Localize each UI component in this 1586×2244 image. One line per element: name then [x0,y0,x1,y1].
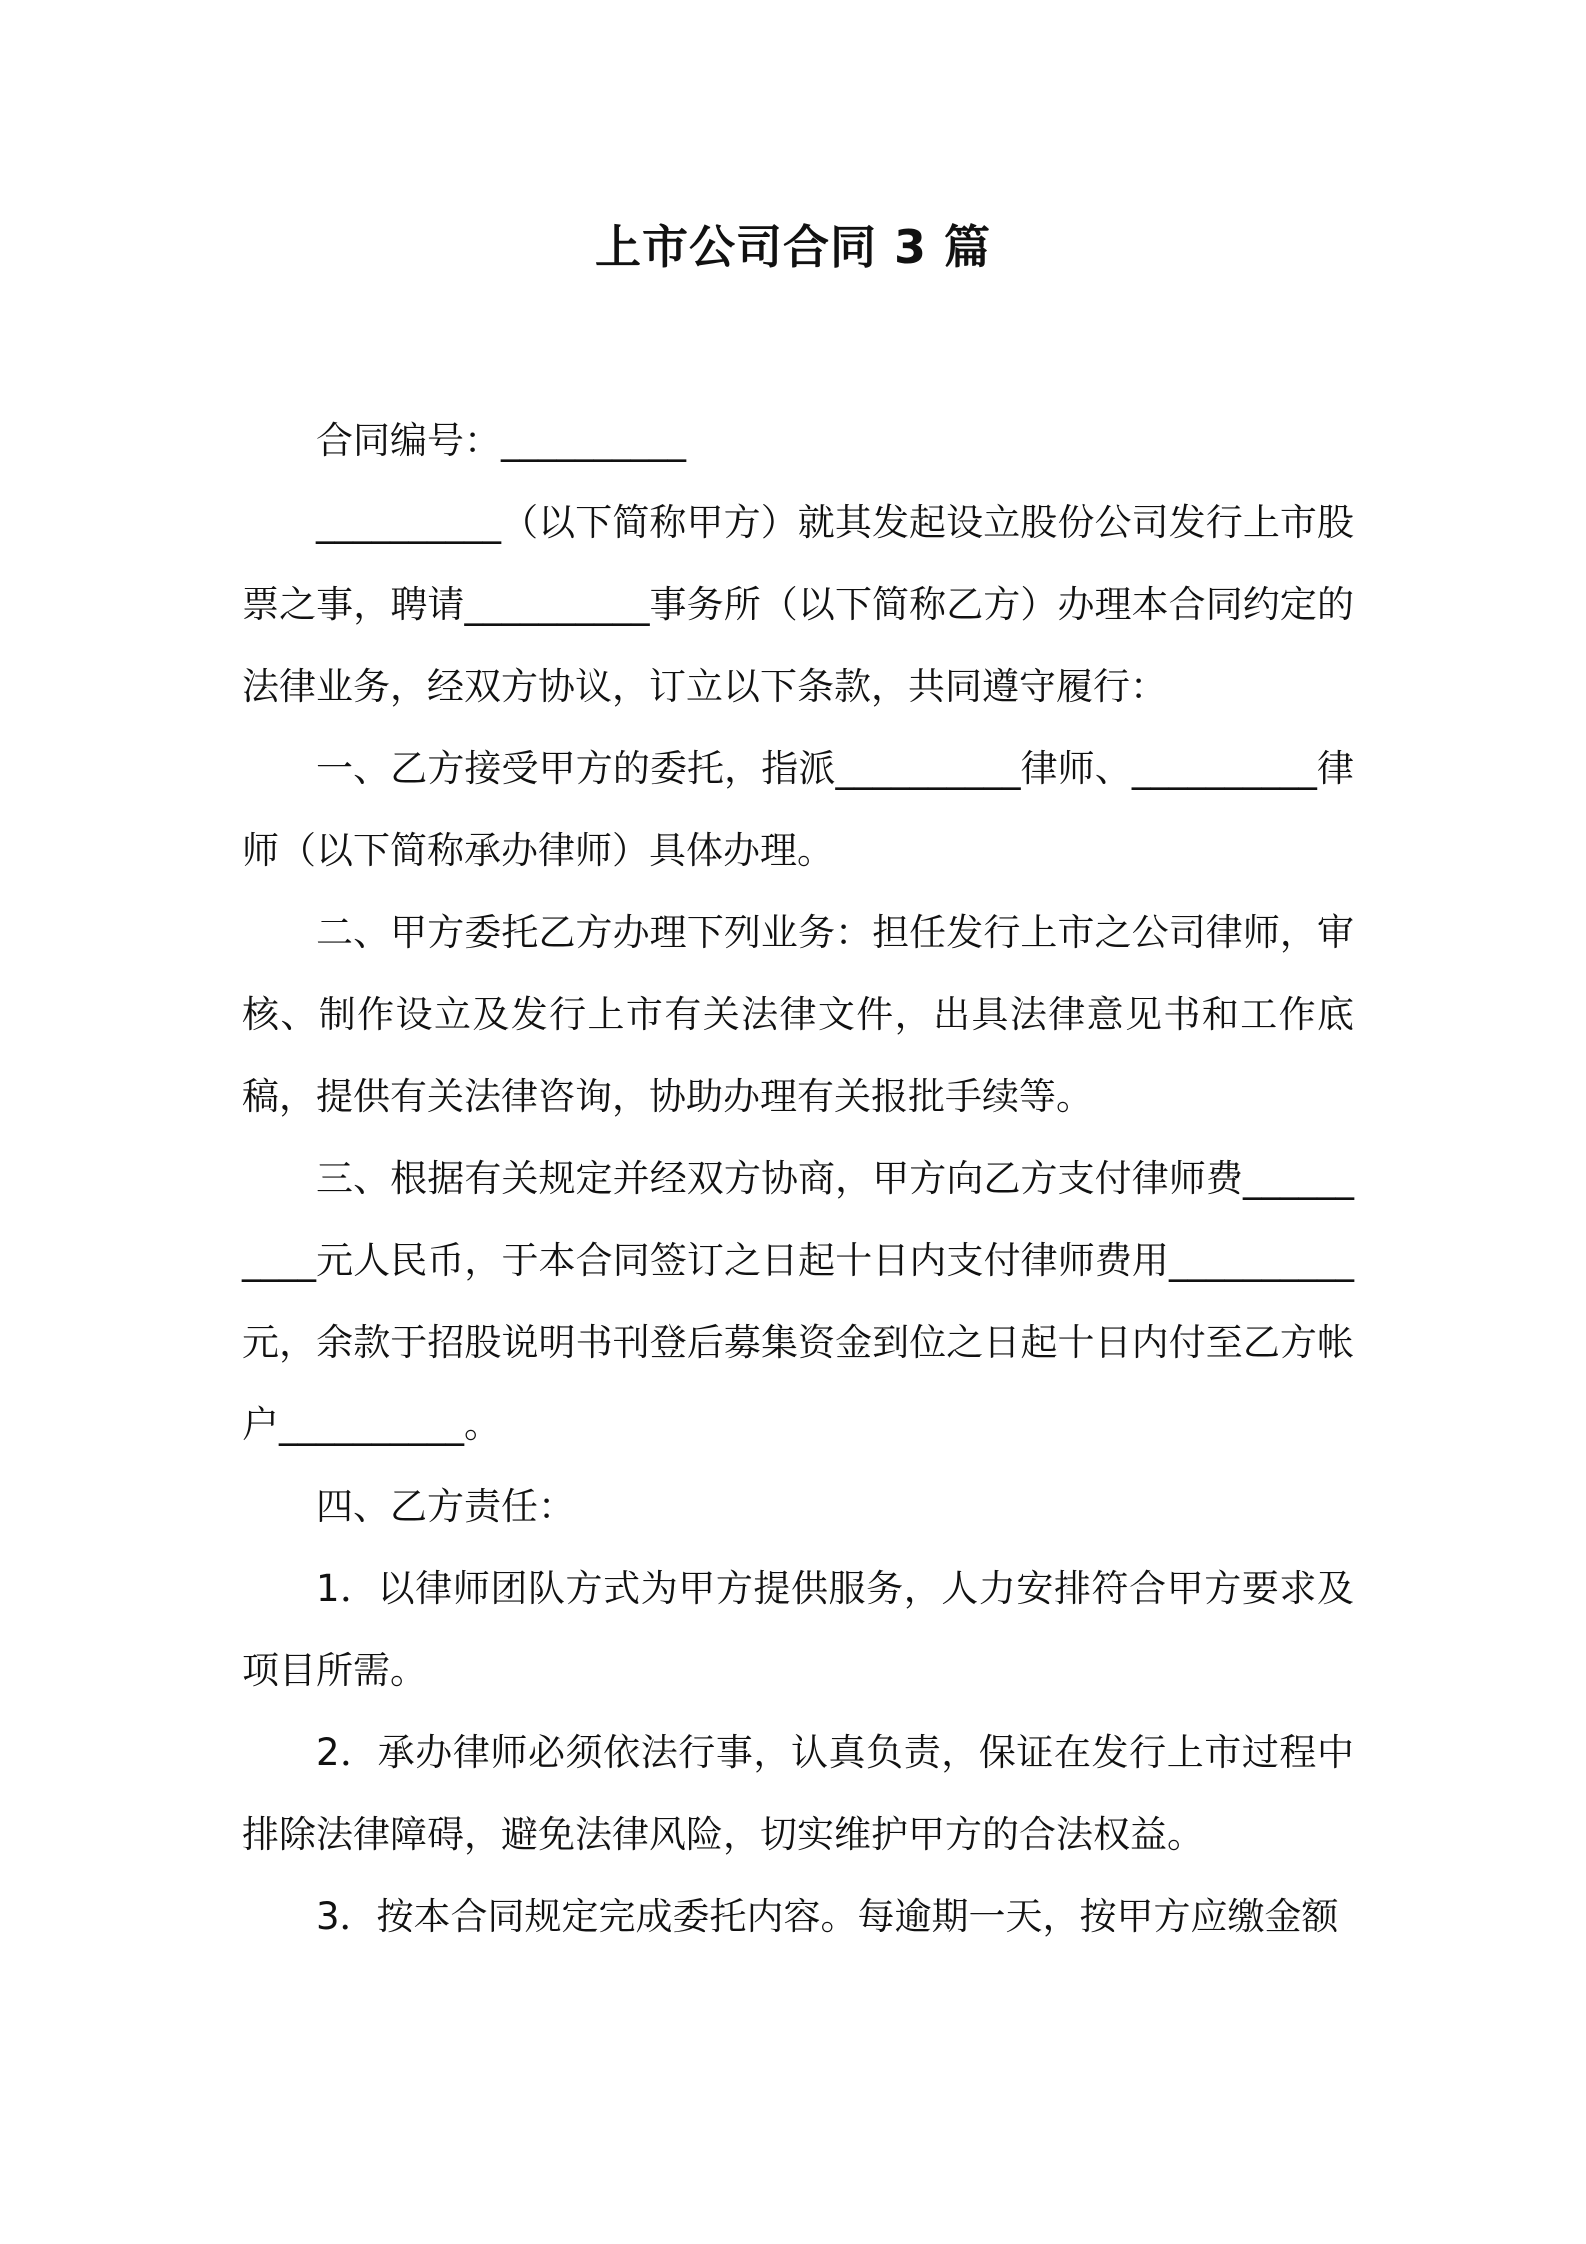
clause-3-paragraph: 三、根据有关规定并经双方协商，甲方向乙方支付律师费__________元人民币，于本合同签订之日起十日内支付律师费用__________元，余款于招股说明书刊登后募集资金到位之日起十日内付至乙方帐户__________。 [242,1157,1354,1446]
document-body [242,400,1354,1958]
clause-1-paragraph: 一、乙方接受甲方的委托，指派__________律师、__________律师（以下简称承办律师）具体办理。 [242,747,1354,872]
clause-4-item-1: 1．以律师团队方式为甲方提供服务，人力安排符合甲方要求及项目所需。 [242,1567,1354,1692]
clause-2-paragraph: 二、甲方委托乙方办理下列业务：担任发行上市之公司律师，审核、制作设立及发行上市有关法律文件，出具法律意见书和工作底稿，提供有关法律咨询，协助办理有关报批手续等。 [242,911,1354,1118]
clause-4-item-2: 2．承办律师必须依法行事，认真负责，保证在发行上市过程中排除法律障碍，避免法律风险，切实维护甲方的合法权益。 [242,1731,1354,1856]
contract-number-paragraph: 合同编号：__________ [316,419,686,462]
clause-4-item-3: 3．按本合同规定完成委托内容。每逾期一天，按甲方应缴金额 [316,1895,1339,1938]
preamble-paragraph: __________（以下简称甲方）就其发起设立股份公司发行上市股票之事，聘请__________事务所（以下简称乙方）办理本合同约定的法律业务，经双方协议，订立以下条款，共同遵守履行： [242,501,1354,708]
document-title: 上市公司合同 3 篇 [594,220,992,274]
clause-4-heading: 四、乙方责任： [316,1485,575,1528]
